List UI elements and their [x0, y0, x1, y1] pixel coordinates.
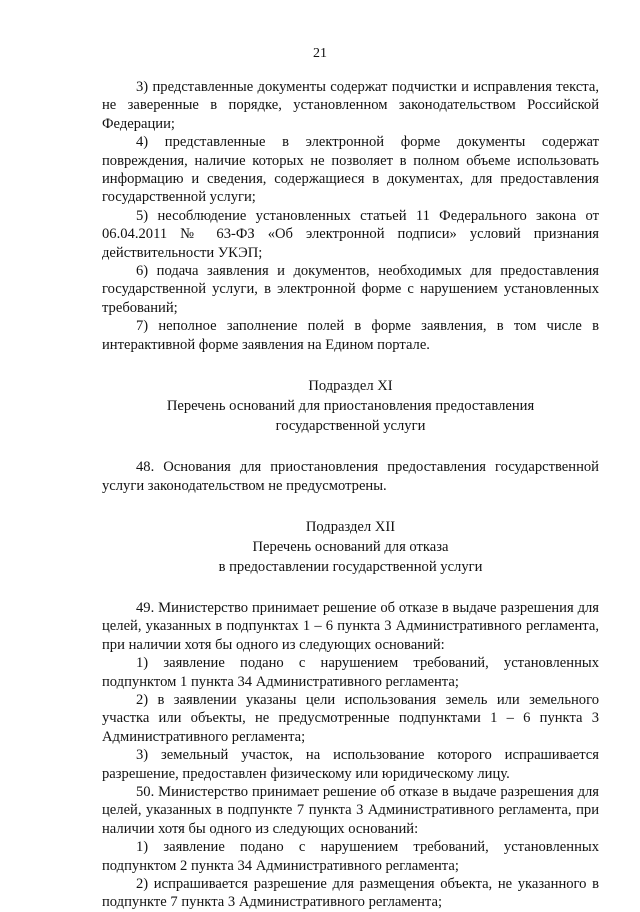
- paragraph-50: 50. Министерство принимает решение об отказе в выдаче разрешения для целей, указанных в подпункте 7 пункта 3 Административного регламента, при наличии хотя бы одного из следующих оснований:: [102, 783, 599, 837]
- paragraph-item-6: 6) подача заявления и документов, необходимых для предоставления государственной услуги, в электронной форме с нарушением установленных требований;: [102, 263, 599, 316]
- paragraph-50-item-1: 1) заявление подано с нарушением требований, установленных подпунктом 2 пункта 34 Административного регламента;: [102, 839, 599, 874]
- subsection-12-title-line1: Перечень оснований для отказа: [252, 538, 449, 555]
- subsection-11-title-line2: государственной услуги: [275, 418, 426, 435]
- subsection-11-title-line1: Перечень оснований для приостановления предоставления: [166, 398, 535, 415]
- paragraph-49-item-3: 3) земельный участок, на использование которого испрашивается разрешение, предоставлен физическому или юридическому лицу.: [102, 747, 599, 782]
- paragraph-item-7: 7) неполное заполнение полей в форме заявления, в том числе в интерактивной форме заявления на Едином портале.: [102, 318, 599, 353]
- paragraph-item-5: 5) несоблюдение установленных статьей 11 Федерального закона от 06.04.2011 № 63-ФЗ «Об электронной подписи» условий признания действительности УКЭП;: [102, 207, 599, 261]
- subsection-11-label: Подраздел XI: [308, 378, 393, 395]
- page-number: 21: [313, 46, 327, 61]
- paragraph-48: 48. Основания для приостановления предоставления государственной услуги законодательством не предусмотрены.: [102, 459, 599, 494]
- paragraph-49-item-1: 1) заявление подано с нарушением требований, установленных подпунктом 1 пункта 34 Административного регламента;: [102, 655, 599, 690]
- paragraph-49: 49. Министерство принимает решение об отказе в выдаче разрешения для целей, указанных в подпунктах 1 – 6 пункта 3 Административного регламента, при наличии хотя бы одного из следующих оснований:: [102, 599, 599, 653]
- subsection-12-label: Подраздел XII: [305, 518, 396, 535]
- subsection-12-title-line2: в предоставлении государственной услуги: [218, 558, 483, 575]
- paragraph-item-4: 4) представленные в электронной форме документы содержат повреждения, наличие которых не позволяет в полном объеме использовать информацию и сведения, содержащиеся в документах, для предоставления государственной услуги;: [102, 134, 599, 206]
- paragraph-item-3: 3) представленные документы содержат подчистки и исправления текста, не заверенные в порядке, установленном законодательством Российской Федерации;: [102, 79, 599, 132]
- page-body: [102, 78, 599, 912]
- paragraph-50-item-2: 2) испрашивается разрешение для размещения объекта, не указанного в подпункте 7 пункта 3 Административного регламента;: [102, 876, 599, 911]
- paragraph-49-item-2: 2) в заявлении указаны цели использования земель или земельного участка или объекты, не предусмотренные подпунктами 1 – 6 пункта 3 Административного регламента;: [102, 691, 599, 745]
